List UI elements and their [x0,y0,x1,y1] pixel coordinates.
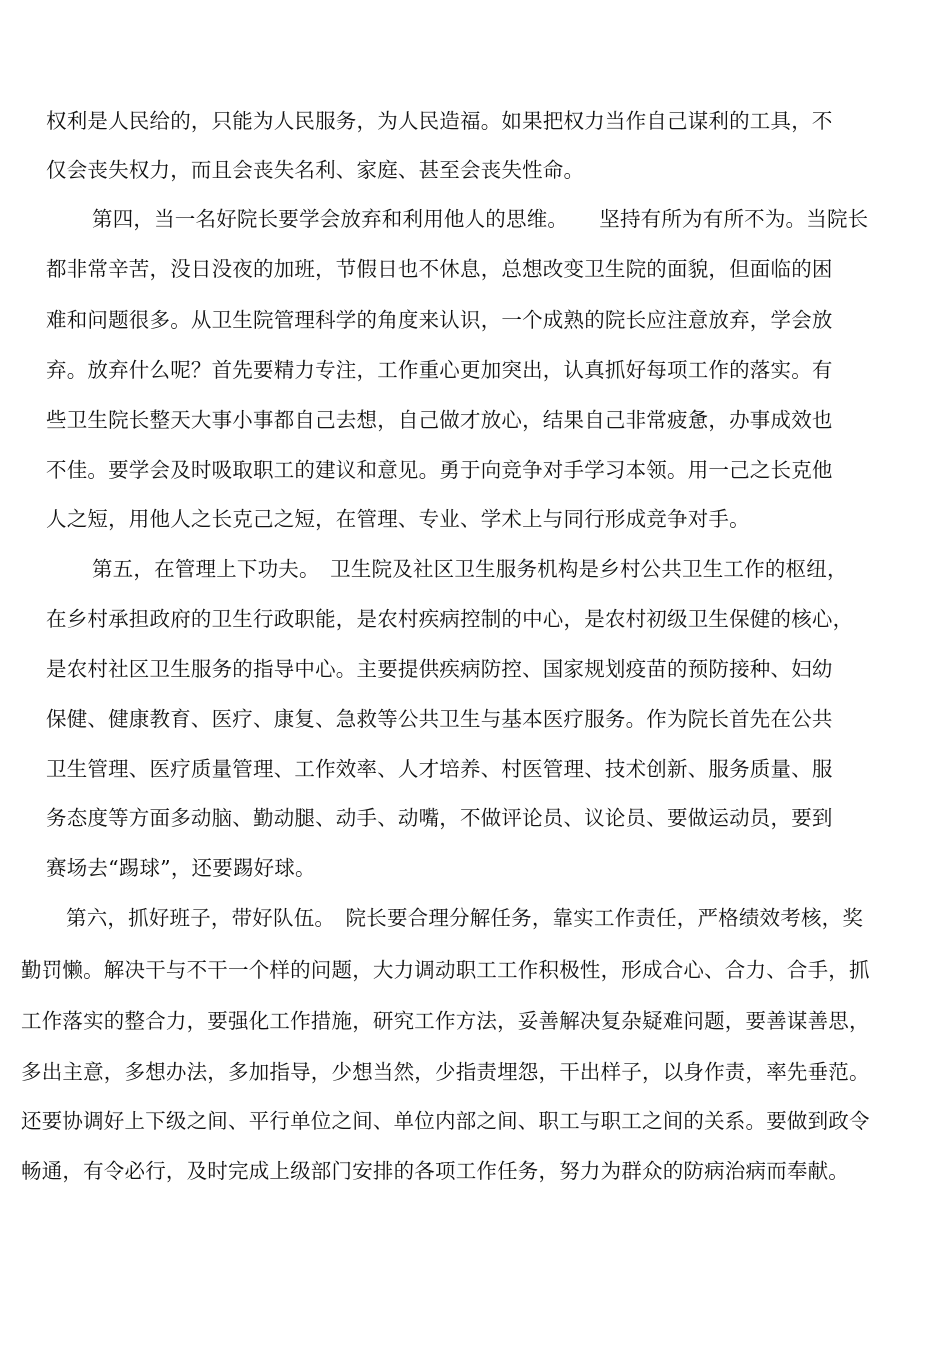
text-line: 多出主意，多想办法，多加指导，少想当然，少指责埋怨，干出样子，以身作责，率先垂范。 [21,1060,870,1084]
text-line: 权利是人民给的，只能为人民服务，为人民造福。如果把权力当作自己谋利的工具，不 [46,109,833,133]
text-line: 不佳。要学会及时吸取职工的建议和意见。勇于向竞争对手学习本领。用一己之长克他 [46,458,833,482]
text-line: 是农村社区卫生服务的指导中心。主要提供疾病防控、国家规划疫苗的预防接种、妇幼 [46,657,833,681]
text-line: 都非常辛苦，没日没夜的加班，节假日也不休息，总想改变卫生院的面貌，但面临的困 [46,257,833,281]
text-line: 工作落实的整合力，要强化工作措施，研究工作方法，妥善解决复杂疑难问题，要善谋善思， [21,1009,870,1033]
text-line: 弃。放弃什么呢？首先要精力专注，工作重心更加突出，认真抓好每项工作的落实。有 [46,358,833,382]
text-line: 仅会丧失权力，而且会丧失名利、家庭、甚至会丧失性命。 [46,158,585,182]
text-line: 卫生管理、医疗质量管理、工作效率、人才培养、村医管理、技术创新、服务质量、服 [46,757,833,781]
text-line: 还要协调好上下级之间、平行单位之间、单位内部之间、职工与职工之间的关系。要做到政令 [21,1109,870,1133]
text-line: 务态度等方面多动脑、勤动腿、动手、动嘴，不做评论员、议论员、要做运动员，要到 [46,806,833,830]
text-line: 第六，抓好班子，带好队伍。 院长要合理分解任务，靠实工作责任，严格绩效考核，奖 [66,906,864,930]
text-line: 在乡村承担政府的卫生行政职能，是农村疾病控制的中心，是农村初级卫生保健的核心， [46,607,854,631]
text-line: 第四，当一名好院长要学会放弃和利用他人的思维。 坚持有所为有所不为。当院长 [92,207,869,231]
text-line: 难和问题很多。从卫生院管理科学的角度来认识，一个成熟的院长应注意放弃，学会放 [46,308,833,332]
text-line: 赛场去“踢球”，还要踢好球。 [46,856,316,880]
text-line: 勤罚懒。解决干与不干一个样的问题，大力调动职工工作积极性，形成合心、合力、合手，抓 [21,958,870,982]
text-line: 人之短，用他人之长克己之短，在管理、专业、学术上与同行形成竞争对手。 [46,507,750,531]
text-line: 畅通，有令必行，及时完成上级部门安排的各项工作任务，努力为群众的防病治病而奉献。 [21,1159,849,1183]
text-line: 些卫生院长整天大事小事都自己去想，自己做才放心，结果自己非常疲惫，办事成效也 [46,408,833,432]
text-line: 第五，在管理上下功夫。 卫生院及社区卫生服务机构是乡村公共卫生工作的枢纽， [92,557,848,581]
text-line: 保健、健康教育、医疗、康复、急救等公共卫生与基本医疗服务。作为院长首先在公共 [46,707,833,731]
